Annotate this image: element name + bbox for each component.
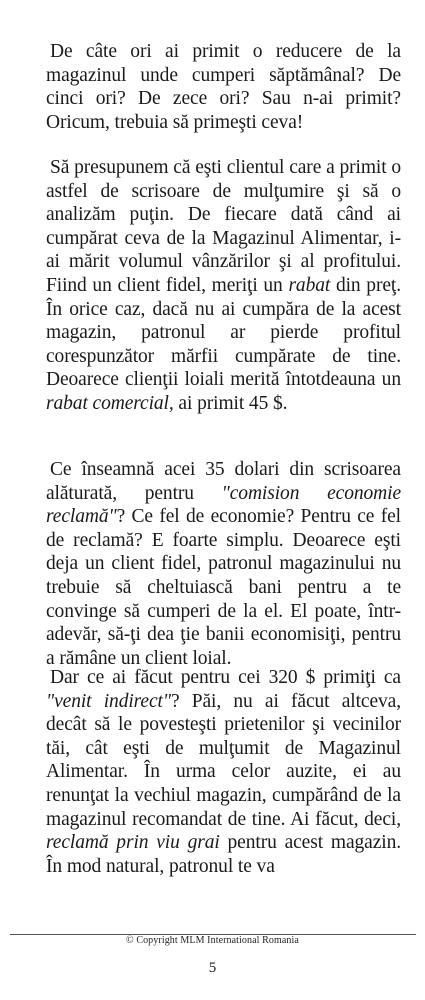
paragraph-2-italic-rabat: rabat (288, 274, 331, 296)
paragraph-4 (46, 666, 401, 878)
paragraph-4-text-a: Dar ce ai făcut pentru cei 320 $ primiţi ca (50, 667, 401, 688)
page-number: 5 (208, 960, 217, 976)
paragraph-2 (46, 156, 401, 416)
paragraph-3 (46, 458, 401, 670)
paragraph-3-text-c: ? Ce fel de economie? Pentru ce fel de reclamă? E foarte simplu. Deoarece eşti deja un client fidel, patronul magazinului nu trebuie să cheltuiască bani pentru a te convinge să cumperi de la el. El poate, într-adevăr, să-ţi dea ţie banii economisiţi, pentru a rămâne un client loial. (46, 506, 401, 669)
paragraph-2-italic-rabat-comercial: rabat comercial, (46, 392, 174, 414)
paragraph-4-text-e: pentru acest magazin. În mod natural, patronul te va (46, 832, 401, 877)
paragraph-4-italic-quote: "venit indirect" (46, 690, 171, 712)
paragraph-2-text-e: ai primit 45 $. (173, 392, 288, 414)
paragraph-3-italic-quote: "comision economie reclamă" (46, 482, 401, 528)
paragraph-2-text-a: Să presupunem că eşti clientul care a primit o astfel de scrisoare de mulţumire şi să o analizăm puţin. De fiecare dată când ai cumpărat ceva de la Magazinul Alimentar, i-ai mărit volumul vânzărilor şi al profitului. Fiind un client fidel, meriţi un (46, 157, 401, 296)
paragraph-3-text-a: Ce înseamnă acei 35 dolari din scrisoarea alăturată, pentru (46, 459, 401, 504)
copyright-footer: © Copyright MLM International Romania (126, 935, 299, 946)
paragraph-1 (46, 40, 401, 134)
paragraph-4-text-c: ? Păi, nu ai făcut altceva, decât să le povesteşti prietenilor şi vecinilor tăi, cât eşti de mulţumit de Magazinul Alimentar. În urma celor auzite, ei au renunţat la vechiul magazin, cumpărând de la magazinul recomandat de tine. Ai făcut, deci, (46, 690, 401, 830)
paragraph-4-italic-reclama: reclamă prin viu grai (46, 832, 220, 854)
paragraph-2-text-c: din preţ. În orice caz, dacă nu ai cumpăra de la acest magazin, patronul ar pierde profitul corespunzător mărfii cumpărate de tine. Deoarece clienţii loiali merită întotdeauna un (46, 274, 401, 391)
paragraph-1-text: De câte ori ai primit o reducere de la magazinul unde cumperi săptămânal? De cinci ori? De zece ori? Sau n-ai primit? Oricum, trebuia să primeşti ceva! (46, 41, 401, 133)
